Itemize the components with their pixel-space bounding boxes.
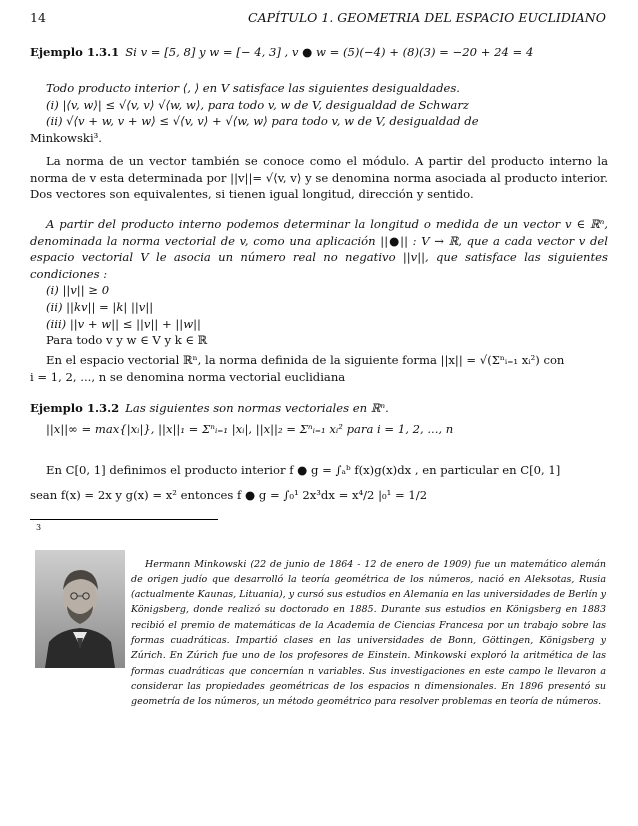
c01-inner-product-paragraph <box>30 462 608 503</box>
schwarz-inequality: (i) |⟨v, w⟩| ≤ √⟨v, v⟩ √⟨w, w⟩, para todo v, w de V, desigualdad de Schwarz <box>46 97 469 112</box>
c01-line2: sean f(x) = 2x y g(x) = x² entonces f ● g = ∫₀¹ 2x³dx = x⁴/2 |₀¹ = 1/2 <box>30 487 428 502</box>
c01-line1: En C[0, 1] definimos el producto interior f ● g = ∫ₐᵇ f(x)g(x)dx , en particular en C[0, 1] <box>46 463 561 477</box>
inner-product-inequalities <box>30 80 608 146</box>
minkowski-inequality: (ii) √⟨v + w, v + w⟩ ≤ √⟨v, v⟩ + √⟨w, w⟩ para todo v, w de V, desigualdad de <box>46 114 479 129</box>
norm-condition-i: (i) ||v|| ≥ 0 <box>46 283 110 298</box>
chapter-title: CAPÍTULO 1. GEOMETRIA DEL ESPACIO EUCLIDIANO <box>248 10 606 25</box>
example-1-3-1 <box>30 44 608 61</box>
example-1-3-2 <box>30 400 608 437</box>
euclidean-norm-line1: En el espacio vectorial ℝⁿ, la norma definida de la siguiente forma ||x|| = √(Σⁿᵢ₌₁ xᵢ²) con <box>46 353 565 367</box>
norm-definition <box>30 216 608 349</box>
norm-paragraph-text: La norma de un vector también se conoce como el módulo. A partir del producto interno la norma de v esta determinada por ||v||= √⟨v, v⟩ y se denomina norma asociada al producto interior. Dos vectores son equivalentes, si tienen igual longitud, dirección y sentido. <box>30 154 608 202</box>
euclidean-norm-line2: i = 1, 2, ..., n se denomina norma vectorial euclidiana <box>30 369 346 384</box>
example-text: Las siguientes son normas vectoriales en ℝⁿ. <box>125 401 389 415</box>
norm-paragraph <box>30 153 608 203</box>
norms-formula: ||x||∞ = max{|xᵢ|}, ||x||₁ = Σⁿᵢ₌₁ |xᵢ|, ||x||₂ = Σⁿᵢ₌₁ xᵢ² para i = 1, 2, ..., n <box>46 421 454 436</box>
footnote-divider <box>30 519 218 520</box>
footnote-mark: 3 <box>36 523 42 532</box>
footnote-biography: Hermann Minkowski (22 de junio de 1864 - 12 de enero de 1909) fue un matemático alemán de origen judío que desarrolló la teoría geométrica de los números, nació en Aleksotas, Rusia (actualmente Kaunas, Lituania), y cursó sus estudios en Alemania en las universidades de Berlín y Königsberg, donde realizó su doctorado en 1885. Durante sus estudios en Königsberg en 1883 recibió el premio de matemáticas de la Academia de Ciencias Francesa por un trabajo sobre las formas cuadráticas. Impartió clases en las universidades de Bonn, Göttingen, Königsberg y Zúrich. En Zúrich fue uno de los profesores de Einstein. Minkowski exploró la aritmética de las formas cuadráticas que concernían n variables. Sus investigaciones en este campo le llevaron a considerar las propiedades geométricas de los espacios n dimensionales. En 1896 presentó su geometría de los números, un método geométrico para resolver problemas en teoría de números. <box>131 558 606 708</box>
minkowski-portrait <box>35 550 125 668</box>
norm-condition-ii: (ii) ||kv|| = |k| ||v|| <box>46 299 154 314</box>
example-text: Si v = [5, 8] y w = [− 4, 3] , v ● w = (5)(−4) + (8)(3) = −20 + 24 = 4 <box>125 45 534 59</box>
norm-condition-iii: (iii) ||v + w|| ≤ ||v|| + ||w|| <box>46 316 201 331</box>
example-label: Ejemplo 1.3.2 <box>30 401 120 415</box>
page-header <box>30 10 606 28</box>
inequalities-intro: Todo producto interior ⟨, ⟩ en V satisface las siguientes desigualdades. <box>46 81 460 95</box>
example-label: Ejemplo 1.3.1 <box>30 45 120 59</box>
minkowski-inequality-end: Minkowski³. <box>30 130 102 145</box>
page-number: 14 <box>30 10 46 25</box>
norm-definition-text: A partir del producto interno podemos determinar la longitud o medida de un vector v ∈ ℝⁿ, denominada la norma vectorial de v, como una aplicación ||●|| : V → ℝ, que a cada vector v del espacio vectorial V le asocia un número real no negativo ||v||, que satisface las siguientes condiciones : <box>30 217 608 281</box>
euclidean-norm-paragraph <box>30 352 608 385</box>
norm-condition-all: Para todo v y w ∈ V y k ∈ ℝ <box>46 333 208 348</box>
